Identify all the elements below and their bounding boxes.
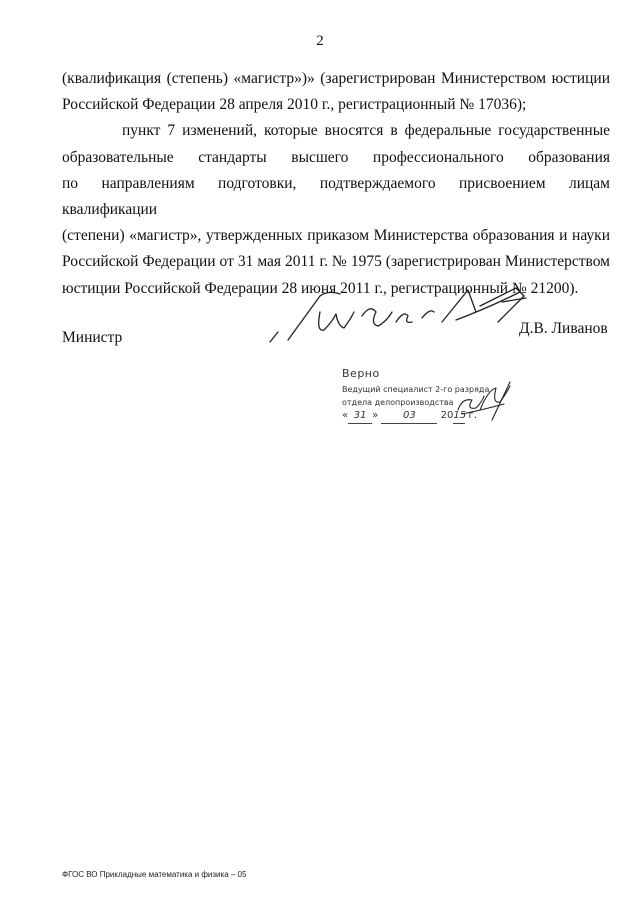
page-number: 2 — [316, 33, 324, 49]
stamp-department: отдела делопроизводства — [342, 398, 454, 407]
body-line-2: Российской Федерации 28 апреля 2010 г., регистрационный № 17036); — [62, 96, 527, 114]
body-line-1: (квалификация (степень) «магистр»)» (зарегистрирован Министерством юстиции — [62, 70, 610, 87]
document-footer: ФГОС ВО Прикладные математика и физика – 05 — [62, 870, 247, 879]
stamp-month: 03 — [381, 409, 437, 424]
stamp-signature — [452, 380, 522, 422]
stamp-year-prefix: 20 — [440, 410, 454, 421]
body-line-3: пункт 7 изменений, которые вносятся в федеральные государственные — [122, 122, 610, 140]
body-line-5: по направлениям подготовки, подтверждаемого присвоением лицам квалификации — [62, 174, 610, 219]
body-text — [62, 66, 610, 302]
stamp-year-mark: г. — [468, 410, 477, 421]
body-line-4: образовательные стандарты высшего профессионального образования — [62, 148, 610, 166]
body-line-8: юстиции Российской Федерации 28 июня 2011 г., регистрационный № 21200). — [62, 279, 579, 297]
stamp-position: Ведущий специалист 2-го разряда — [342, 385, 490, 394]
minister-title: Министр — [62, 329, 123, 346]
minister-name: Д.В. Ливанов — [519, 320, 608, 337]
minister-signature — [258, 282, 558, 352]
body-line-7: Российской Федерации от 31 мая 2011 г. № 1975 (зарегистрирован Министерством — [62, 253, 610, 271]
stamp-year-suffix: 15 — [453, 409, 465, 424]
stamp-title: Верно — [342, 367, 380, 380]
body-line-6: (степени) «магистр», утвержденных приказом Министерства образования и науки — [62, 227, 610, 245]
stamp-date: « 31 » 03 2015 г. — [342, 409, 512, 424]
stamp-day: 31 — [348, 409, 372, 424]
